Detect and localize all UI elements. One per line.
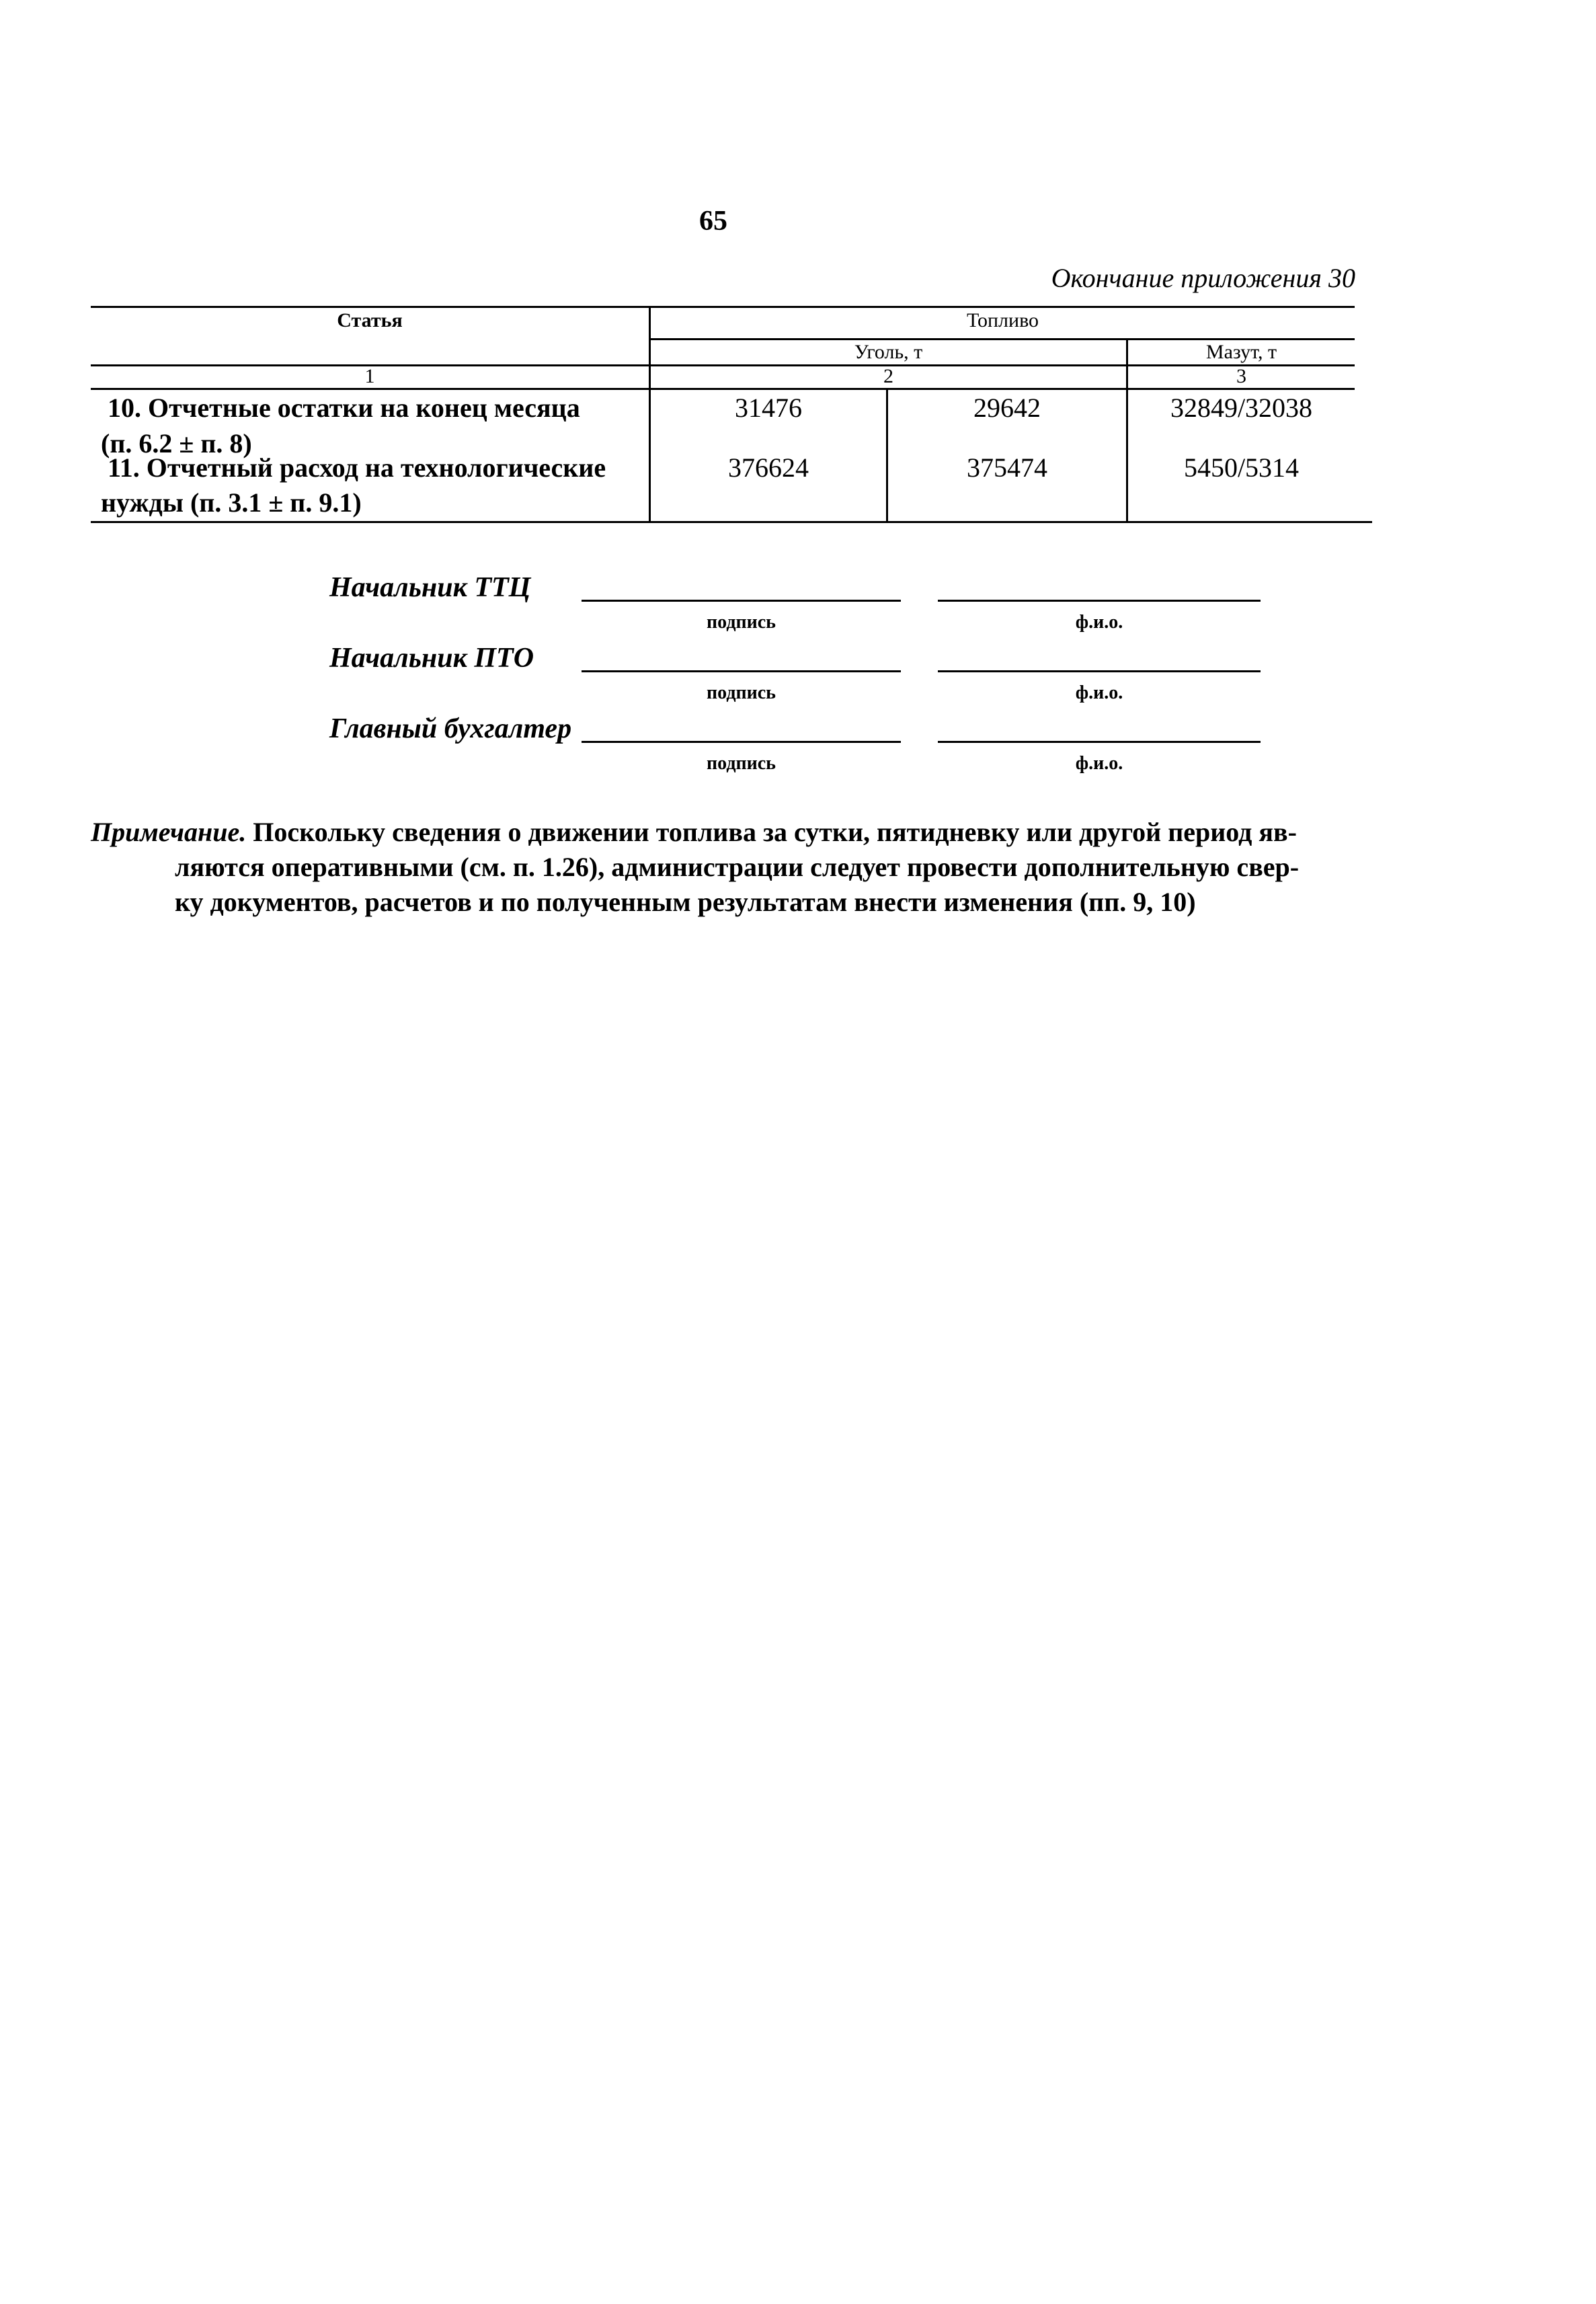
- table-top-rule: [91, 306, 1355, 308]
- row-10-article-line2: (п. 6.2 ± п. 8): [101, 428, 252, 459]
- row-11-coal-b: 375474: [967, 452, 1047, 483]
- name-line: [938, 670, 1261, 672]
- row-10-coal-a: 31476: [735, 393, 802, 423]
- signature-line: [582, 600, 901, 602]
- header-article: Статья: [337, 309, 403, 331]
- header-col-3: 3: [1236, 365, 1246, 387]
- row-11-article-line2: нужды (п. 3.1 ± п. 9.1): [101, 487, 362, 518]
- appendix-caption: Окончание приложения 30: [1051, 263, 1355, 293]
- page-number: 65: [699, 206, 727, 237]
- header-coal: Уголь, т: [854, 341, 923, 363]
- signature-row-accountant: [323, 713, 1298, 780]
- header-fuel: Топливо: [966, 309, 1039, 331]
- signature-row-ttc: [323, 571, 1298, 639]
- signature-line: [582, 670, 901, 672]
- row-11-fuel-oil: 5450/5314: [1183, 452, 1300, 483]
- name-caption: ф.и.о.: [1075, 753, 1123, 774]
- note-line-3: ку документов, расчетов и по полученным результатам внести изменения (пп. 9, 10): [175, 887, 1196, 917]
- row-10-article-line1: 10. Отчетные остатки на конец месяца: [108, 393, 580, 423]
- signature-title: Начальник ТТЦ: [329, 572, 531, 603]
- header-fuel-oil: Мазут, т: [1205, 341, 1277, 363]
- signature-caption: подпись: [707, 612, 776, 633]
- header-col-2: 2: [883, 365, 893, 387]
- row-10-coal-b: 29642: [973, 393, 1041, 423]
- signature-title: Начальник ПТО: [329, 643, 534, 674]
- signature-title: Главный бухгалтер: [329, 713, 572, 744]
- row-10-fuel-oil: 32849/32038: [1170, 393, 1313, 423]
- note-line-2: ляются оперативными (см. п. 1.26), администрации следует провести дополнительную свер-: [175, 852, 1300, 882]
- name-line: [938, 600, 1261, 602]
- fuel-table: [91, 306, 1372, 524]
- table-bottom-rule: [91, 521, 1372, 523]
- name-line: [938, 741, 1261, 743]
- name-caption: ф.и.о.: [1075, 612, 1123, 633]
- row-11-coal-a: 376624: [728, 452, 809, 483]
- name-caption: ф.и.о.: [1075, 682, 1123, 703]
- table-subheader-rule: [649, 338, 1355, 340]
- signature-caption: подпись: [707, 682, 776, 703]
- signature-line: [582, 741, 901, 743]
- note-line-1: Поскольку сведения о движении топлива за сутки, пятидневку или другой период яв-: [253, 817, 1297, 847]
- note-paragraph: [91, 815, 1355, 920]
- row-11-article-line1: 11. Отчетный расход на технологические: [108, 452, 606, 483]
- signature-row-pto: [323, 642, 1298, 709]
- signature-caption: подпись: [707, 753, 776, 774]
- note-label: Примечание.: [91, 817, 247, 847]
- signature-block: [323, 571, 1298, 793]
- header-col-1: 1: [364, 365, 375, 387]
